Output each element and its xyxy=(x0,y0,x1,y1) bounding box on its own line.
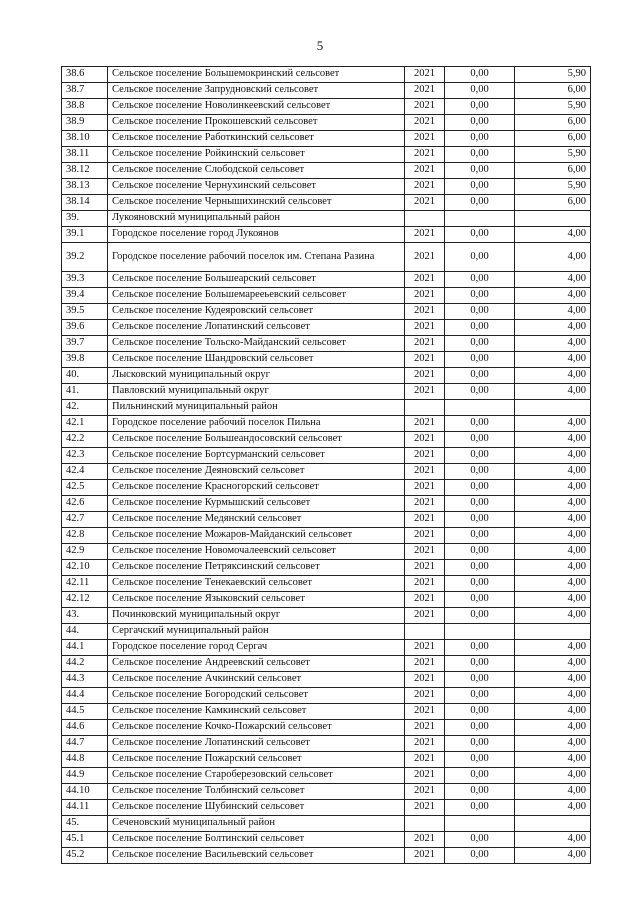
table-row xyxy=(62,131,591,147)
table-row xyxy=(62,672,591,688)
row-value-1: 0,00 xyxy=(445,83,515,99)
row-number: 42.4 xyxy=(62,464,108,480)
row-number: 42. xyxy=(62,400,108,416)
row-value-2: 6,00 xyxy=(515,163,591,179)
row-value-1: 0,00 xyxy=(445,464,515,480)
row-number: 38.9 xyxy=(62,115,108,131)
table-row xyxy=(62,227,591,243)
row-value-2: 4,00 xyxy=(515,448,591,464)
row-year: 2021 xyxy=(405,147,445,163)
row-value-1: 0,00 xyxy=(445,496,515,512)
settlements-table xyxy=(61,66,591,864)
table-row xyxy=(62,704,591,720)
row-value-2: 4,00 xyxy=(515,688,591,704)
row-name: Сельское поселение Васильевский сельсовет xyxy=(108,848,405,864)
row-name: Сельское поселение Петряксинский сельсовет xyxy=(108,560,405,576)
row-name: Лысковский муниципальный округ xyxy=(108,368,405,384)
row-name: Сельское поселение Богородский сельсовет xyxy=(108,688,405,704)
row-year: 2021 xyxy=(405,320,445,336)
row-value-2: 4,00 xyxy=(515,512,591,528)
row-value-2: 4,00 xyxy=(515,544,591,560)
row-name: Сельское поселение Камкинский сельсовет xyxy=(108,704,405,720)
row-value-1 xyxy=(445,400,515,416)
row-number: 39. xyxy=(62,211,108,227)
row-name: Сельское поселение Курмышский сельсовет xyxy=(108,496,405,512)
row-year: 2021 xyxy=(405,736,445,752)
row-name: Сельское поселение Бортсурманский сельсовет xyxy=(108,448,405,464)
row-name: Сельское поселение Прокошевский сельсовет xyxy=(108,115,405,131)
row-year: 2021 xyxy=(405,368,445,384)
row-year: 2021 xyxy=(405,704,445,720)
row-year: 2021 xyxy=(405,243,445,272)
row-value-2: 5,90 xyxy=(515,147,591,163)
row-value-1: 0,00 xyxy=(445,576,515,592)
row-value-1 xyxy=(445,816,515,832)
row-number: 42.2 xyxy=(62,432,108,448)
table-row xyxy=(62,848,591,864)
row-year: 2021 xyxy=(405,432,445,448)
row-year: 2021 xyxy=(405,512,445,528)
row-number: 39.3 xyxy=(62,272,108,288)
row-name: Сергачский муниципальный район xyxy=(108,624,405,640)
row-value-1: 0,00 xyxy=(445,688,515,704)
row-year: 2021 xyxy=(405,288,445,304)
row-year: 2021 xyxy=(405,336,445,352)
row-value-2: 4,00 xyxy=(515,592,591,608)
row-value-2: 4,00 xyxy=(515,672,591,688)
row-value-2: 6,00 xyxy=(515,131,591,147)
row-value-2: 4,00 xyxy=(515,304,591,320)
table-row xyxy=(62,592,591,608)
table-row xyxy=(62,624,591,640)
row-number: 39.5 xyxy=(62,304,108,320)
row-value-2 xyxy=(515,816,591,832)
row-value-2: 4,00 xyxy=(515,656,591,672)
row-number: 42.6 xyxy=(62,496,108,512)
row-number: 38.6 xyxy=(62,67,108,83)
table-row xyxy=(62,352,591,368)
row-value-1: 0,00 xyxy=(445,800,515,816)
table-row xyxy=(62,400,591,416)
row-name: Сельское поселение Слободской сельсовет xyxy=(108,163,405,179)
row-year: 2021 xyxy=(405,67,445,83)
row-name: Сельское поселение Ачкинский сельсовет xyxy=(108,672,405,688)
row-name: Починковский муниципальный округ xyxy=(108,608,405,624)
row-number: 42.5 xyxy=(62,480,108,496)
row-name: Городское поселение рабочий поселок им. Степана Разина xyxy=(108,243,405,272)
row-value-1: 0,00 xyxy=(445,179,515,195)
row-value-1 xyxy=(445,624,515,640)
row-year: 2021 xyxy=(405,656,445,672)
table-row xyxy=(62,179,591,195)
table-row xyxy=(62,640,591,656)
row-value-2 xyxy=(515,624,591,640)
row-value-1: 0,00 xyxy=(445,656,515,672)
table-row xyxy=(62,368,591,384)
row-name: Сельское поселение Медянский сельсовет xyxy=(108,512,405,528)
row-value-2: 4,00 xyxy=(515,768,591,784)
row-value-1: 0,00 xyxy=(445,272,515,288)
row-value-1: 0,00 xyxy=(445,544,515,560)
row-name: Городское поселение город Лукоянов xyxy=(108,227,405,243)
table-row xyxy=(62,576,591,592)
row-name: Сельское поселение Работкинский сельсовет xyxy=(108,131,405,147)
row-number: 45. xyxy=(62,816,108,832)
row-name: Пильнинский муниципальный район xyxy=(108,400,405,416)
row-number: 42.11 xyxy=(62,576,108,592)
row-value-2: 4,00 xyxy=(515,608,591,624)
row-value-1: 0,00 xyxy=(445,512,515,528)
table-row xyxy=(62,720,591,736)
table-row xyxy=(62,528,591,544)
row-number: 44.4 xyxy=(62,688,108,704)
row-year: 2021 xyxy=(405,131,445,147)
row-value-2: 4,00 xyxy=(515,704,591,720)
row-year: 2021 xyxy=(405,99,445,115)
row-name: Сельское поселение Кудеяровский сельсовет xyxy=(108,304,405,320)
row-number: 40. xyxy=(62,368,108,384)
row-value-1: 0,00 xyxy=(445,608,515,624)
row-value-2: 4,00 xyxy=(515,560,591,576)
row-value-1: 0,00 xyxy=(445,672,515,688)
row-value-1: 0,00 xyxy=(445,243,515,272)
row-name: Сельское поселение Староберезовский сельсовет xyxy=(108,768,405,784)
table-row xyxy=(62,608,591,624)
row-name: Городское поселение город Сергач xyxy=(108,640,405,656)
row-value-2: 4,00 xyxy=(515,336,591,352)
row-number: 38.7 xyxy=(62,83,108,99)
table-row xyxy=(62,67,591,83)
row-value-1: 0,00 xyxy=(445,640,515,656)
row-value-1: 0,00 xyxy=(445,99,515,115)
row-name: Сельское поселение Большеандосовский сельсовет xyxy=(108,432,405,448)
row-year: 2021 xyxy=(405,384,445,400)
row-value-1: 0,00 xyxy=(445,720,515,736)
row-year: 2021 xyxy=(405,640,445,656)
row-year xyxy=(405,400,445,416)
row-number: 44.8 xyxy=(62,752,108,768)
row-number: 38.10 xyxy=(62,131,108,147)
row-number: 42.1 xyxy=(62,416,108,432)
row-number: 44.9 xyxy=(62,768,108,784)
row-value-1: 0,00 xyxy=(445,320,515,336)
table-row xyxy=(62,195,591,211)
row-name: Сельское поселение Лопатинский сельсовет xyxy=(108,320,405,336)
row-value-1: 0,00 xyxy=(445,736,515,752)
row-value-2: 4,00 xyxy=(515,528,591,544)
row-value-2: 6,00 xyxy=(515,115,591,131)
row-year: 2021 xyxy=(405,304,445,320)
row-name: Сельское поселение Чернухинский сельсовет xyxy=(108,179,405,195)
row-year: 2021 xyxy=(405,179,445,195)
row-name: Сельское поселение Большемокринский сельсовет xyxy=(108,67,405,83)
row-value-2 xyxy=(515,400,591,416)
row-number: 42.10 xyxy=(62,560,108,576)
row-year: 2021 xyxy=(405,464,445,480)
row-year: 2021 xyxy=(405,768,445,784)
row-number: 39.7 xyxy=(62,336,108,352)
row-name: Сельское поселение Андреевский сельсовет xyxy=(108,656,405,672)
row-name: Сельское поселение Чернышихинский сельсовет xyxy=(108,195,405,211)
row-value-2: 4,00 xyxy=(515,720,591,736)
row-value-1: 0,00 xyxy=(445,704,515,720)
row-name: Сельское поселение Лопатинский сельсовет xyxy=(108,736,405,752)
row-value-1: 0,00 xyxy=(445,384,515,400)
row-number: 45.1 xyxy=(62,832,108,848)
row-number: 42.7 xyxy=(62,512,108,528)
row-value-1: 0,00 xyxy=(445,416,515,432)
row-value-1: 0,00 xyxy=(445,784,515,800)
row-number: 42.12 xyxy=(62,592,108,608)
table-row xyxy=(62,288,591,304)
table-row xyxy=(62,480,591,496)
row-value-1: 0,00 xyxy=(445,288,515,304)
row-value-1: 0,00 xyxy=(445,480,515,496)
row-value-1: 0,00 xyxy=(445,768,515,784)
row-value-2: 5,90 xyxy=(515,179,591,195)
row-value-2: 4,00 xyxy=(515,640,591,656)
row-number: 44.5 xyxy=(62,704,108,720)
row-year xyxy=(405,624,445,640)
row-name: Сельское поселение Новолинкеевский сельсовет xyxy=(108,99,405,115)
table-row xyxy=(62,83,591,99)
row-number: 44.2 xyxy=(62,656,108,672)
row-number: 45.2 xyxy=(62,848,108,864)
row-year: 2021 xyxy=(405,592,445,608)
row-value-2: 6,00 xyxy=(515,83,591,99)
row-name: Лукояновский муниципальный район xyxy=(108,211,405,227)
row-year: 2021 xyxy=(405,832,445,848)
table-row xyxy=(62,115,591,131)
row-year: 2021 xyxy=(405,272,445,288)
row-value-1: 0,00 xyxy=(445,848,515,864)
row-number: 38.11 xyxy=(62,147,108,163)
table-row xyxy=(62,560,591,576)
row-year: 2021 xyxy=(405,544,445,560)
row-value-1: 0,00 xyxy=(445,592,515,608)
row-year: 2021 xyxy=(405,608,445,624)
row-name: Сельское поселение Новомочалеевский сельсовет xyxy=(108,544,405,560)
row-value-2: 4,00 xyxy=(515,352,591,368)
table-row xyxy=(62,496,591,512)
row-name: Сельское поселение Тольско-Майданский сельсовет xyxy=(108,336,405,352)
row-value-2: 4,00 xyxy=(515,272,591,288)
row-name: Сельское поселение Запрудновский сельсовет xyxy=(108,83,405,99)
row-value-1: 0,00 xyxy=(445,195,515,211)
table-row xyxy=(62,752,591,768)
row-year: 2021 xyxy=(405,576,445,592)
row-year: 2021 xyxy=(405,672,445,688)
table-body xyxy=(62,67,591,864)
row-number: 44.3 xyxy=(62,672,108,688)
row-value-1: 0,00 xyxy=(445,336,515,352)
row-name: Сельское поселение Тенекаевский сельсовет xyxy=(108,576,405,592)
table-row xyxy=(62,656,591,672)
row-number: 44.1 xyxy=(62,640,108,656)
row-number: 38.14 xyxy=(62,195,108,211)
table-row xyxy=(62,320,591,336)
row-value-2: 5,90 xyxy=(515,67,591,83)
table-row xyxy=(62,243,591,272)
row-number: 42.3 xyxy=(62,448,108,464)
row-year: 2021 xyxy=(405,560,445,576)
row-value-2: 4,00 xyxy=(515,800,591,816)
row-value-2: 4,00 xyxy=(515,576,591,592)
row-number: 43. xyxy=(62,608,108,624)
row-value-2: 4,00 xyxy=(515,368,591,384)
row-year: 2021 xyxy=(405,163,445,179)
row-value-2: 4,00 xyxy=(515,784,591,800)
row-year: 2021 xyxy=(405,480,445,496)
row-value-1: 0,00 xyxy=(445,163,515,179)
row-value-2: 4,00 xyxy=(515,243,591,272)
row-name: Сельское поселение Деяновский сельсовет xyxy=(108,464,405,480)
row-number: 38.12 xyxy=(62,163,108,179)
row-value-1: 0,00 xyxy=(445,448,515,464)
row-name: Сельское поселение Можаров-Майданский сельсовет xyxy=(108,528,405,544)
row-number: 38.13 xyxy=(62,179,108,195)
row-name: Сельское поселение Пожарский сельсовет xyxy=(108,752,405,768)
row-value-1: 0,00 xyxy=(445,227,515,243)
row-year: 2021 xyxy=(405,195,445,211)
row-value-2: 4,00 xyxy=(515,752,591,768)
row-name: Городское поселение рабочий поселок Пильна xyxy=(108,416,405,432)
row-value-1: 0,00 xyxy=(445,147,515,163)
row-value-2: 4,00 xyxy=(515,832,591,848)
row-number: 44.10 xyxy=(62,784,108,800)
row-year: 2021 xyxy=(405,528,445,544)
row-number: 39.8 xyxy=(62,352,108,368)
row-name: Сельское поселение Большемарееьевский сельсовет xyxy=(108,288,405,304)
row-value-2: 4,00 xyxy=(515,416,591,432)
page-number: 5 xyxy=(316,38,324,53)
row-year: 2021 xyxy=(405,352,445,368)
row-value-2: 5,90 xyxy=(515,99,591,115)
row-value-2: 4,00 xyxy=(515,320,591,336)
row-number: 38.8 xyxy=(62,99,108,115)
row-number: 44.6 xyxy=(62,720,108,736)
table-row xyxy=(62,544,591,560)
table-row xyxy=(62,800,591,816)
table-row xyxy=(62,147,591,163)
row-value-1: 0,00 xyxy=(445,752,515,768)
row-name: Павловский муниципальный округ xyxy=(108,384,405,400)
row-year: 2021 xyxy=(405,115,445,131)
table-row xyxy=(62,416,591,432)
row-number: 39.4 xyxy=(62,288,108,304)
table-row xyxy=(62,816,591,832)
table-row xyxy=(62,512,591,528)
row-year: 2021 xyxy=(405,720,445,736)
row-number: 44.11 xyxy=(62,800,108,816)
row-value-1: 0,00 xyxy=(445,304,515,320)
row-year: 2021 xyxy=(405,784,445,800)
row-number: 44.7 xyxy=(62,736,108,752)
row-number: 42.8 xyxy=(62,528,108,544)
row-number: 44. xyxy=(62,624,108,640)
table-row xyxy=(62,304,591,320)
row-value-1: 0,00 xyxy=(445,368,515,384)
row-name: Сельское поселение Языковский сельсовет xyxy=(108,592,405,608)
row-value-2: 4,00 xyxy=(515,736,591,752)
row-number: 42.9 xyxy=(62,544,108,560)
row-year: 2021 xyxy=(405,496,445,512)
row-value-1: 0,00 xyxy=(445,352,515,368)
row-number: 41. xyxy=(62,384,108,400)
row-number: 39.6 xyxy=(62,320,108,336)
row-value-1: 0,00 xyxy=(445,67,515,83)
row-value-1 xyxy=(445,211,515,227)
row-value-2: 4,00 xyxy=(515,384,591,400)
table-row xyxy=(62,384,591,400)
row-value-2: 6,00 xyxy=(515,195,591,211)
row-name: Сельское поселение Ройкинский сельсовет xyxy=(108,147,405,163)
row-name: Сельское поселение Шандровский сельсовет xyxy=(108,352,405,368)
table-row xyxy=(62,211,591,227)
row-value-1: 0,00 xyxy=(445,115,515,131)
table-row xyxy=(62,448,591,464)
row-number: 39.1 xyxy=(62,227,108,243)
row-name: Сеченовский муниципальный район xyxy=(108,816,405,832)
table-row xyxy=(62,464,591,480)
table-row xyxy=(62,784,591,800)
table-row xyxy=(62,832,591,848)
row-value-1: 0,00 xyxy=(445,131,515,147)
row-value-2: 4,00 xyxy=(515,480,591,496)
row-value-2: 4,00 xyxy=(515,432,591,448)
table-row xyxy=(62,336,591,352)
table-row xyxy=(62,688,591,704)
row-number: 39.2 xyxy=(62,243,108,272)
row-year: 2021 xyxy=(405,227,445,243)
table-row xyxy=(62,432,591,448)
row-year: 2021 xyxy=(405,83,445,99)
row-value-1: 0,00 xyxy=(445,832,515,848)
row-value-2: 4,00 xyxy=(515,464,591,480)
row-year: 2021 xyxy=(405,688,445,704)
row-name: Сельское поселение Шубинский сельсовет xyxy=(108,800,405,816)
table-row xyxy=(62,736,591,752)
table-row xyxy=(62,99,591,115)
row-value-2: 4,00 xyxy=(515,848,591,864)
row-year xyxy=(405,211,445,227)
row-year: 2021 xyxy=(405,800,445,816)
table-row xyxy=(62,163,591,179)
row-name: Сельское поселение Толбинский сельсовет xyxy=(108,784,405,800)
row-value-2: 4,00 xyxy=(515,227,591,243)
row-value-1: 0,00 xyxy=(445,560,515,576)
row-value-1: 0,00 xyxy=(445,432,515,448)
row-year: 2021 xyxy=(405,848,445,864)
row-year xyxy=(405,816,445,832)
row-year: 2021 xyxy=(405,416,445,432)
row-value-2: 4,00 xyxy=(515,496,591,512)
row-name: Сельское поселение Большеарский сельсовет xyxy=(108,272,405,288)
table-row xyxy=(62,272,591,288)
table-row xyxy=(62,768,591,784)
row-name: Сельское поселение Болтинский сельсовет xyxy=(108,832,405,848)
row-value-1: 0,00 xyxy=(445,528,515,544)
row-year: 2021 xyxy=(405,448,445,464)
row-year: 2021 xyxy=(405,752,445,768)
row-name: Сельское поселение Красногорский сельсовет xyxy=(108,480,405,496)
row-name: Сельское поселение Кочко-Пожарский сельсовет xyxy=(108,720,405,736)
row-value-2 xyxy=(515,211,591,227)
row-value-2: 4,00 xyxy=(515,288,591,304)
